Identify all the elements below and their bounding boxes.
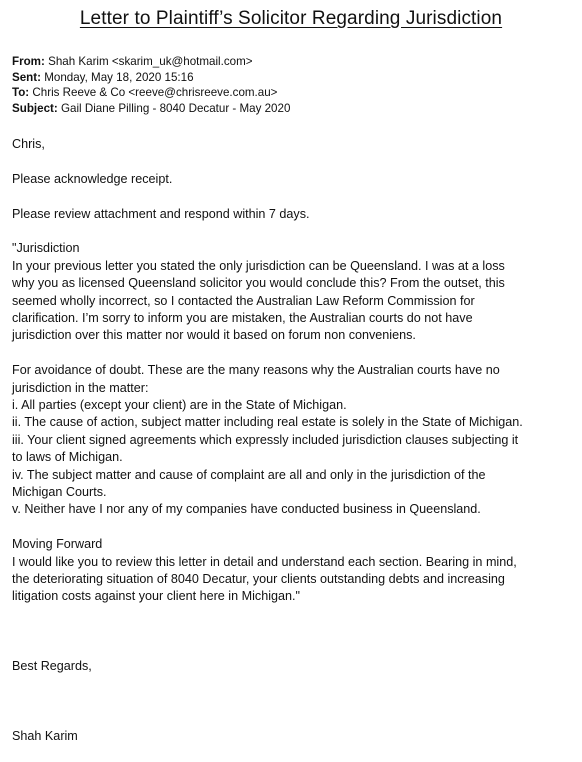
moving-forward-section (12, 536, 578, 606)
greeting: Chris, (12, 137, 45, 151)
moving-forward-heading: Moving Forward (12, 537, 103, 552)
jurisdiction-line: In your previous letter you stated the only jurisdiction can be Queensland. I was at a loss (12, 258, 505, 273)
jurisdiction-line: seemed wholly incorrect, so I contacted the Australian Law Reform Commission for (12, 293, 475, 308)
from-row (12, 54, 290, 70)
spacer (12, 623, 578, 658)
subject-label: Subject: (12, 101, 58, 115)
to-label: To: (12, 86, 30, 100)
sent-value: Monday, May 18, 2020 15:16 (44, 70, 194, 84)
jurisdiction-section (12, 240, 578, 344)
subject-value: Gail Diane Pilling - 8040 Decatur - May 2020 (60, 101, 291, 115)
jurisdiction-line: why you as licensed Queensland solicitor you would conclude this? From the outset, this (12, 276, 505, 291)
review-line: Please review attachment and respond within 7 days. (12, 206, 310, 221)
sent-row (12, 70, 290, 86)
reason-item: Michigan Courts. (12, 485, 107, 500)
closing: Best Regards, (12, 659, 92, 674)
reason-item: to laws of Michigan. (12, 450, 123, 465)
jurisdiction-heading: "Jurisdiction (12, 241, 80, 256)
subject-row (12, 101, 290, 117)
reason-item: i. All parties (except your client) are in the State of Michigan. (12, 398, 347, 413)
jurisdiction-line: clarification. I’m sorry to inform you are mistaken, the Australian courts do not have (12, 311, 473, 326)
reason-item: iii. Your client signed agreements which expressly included jurisdiction clauses subjecting it (12, 432, 519, 447)
avoidance-line: For avoidance of doubt. These are the many reasons why the Australian courts have no (12, 363, 500, 378)
from-value: Shah Karim <skarim_uk@hotmail.com> (48, 55, 253, 68)
moving-forward-line: the deteriorating situation of 8040 Decatur, your clients outstanding debts and increasing (12, 572, 505, 587)
moving-forward-line: I would like you to review this letter in detail and understand each section. Bearing in mind, (12, 554, 517, 569)
avoidance-section (12, 362, 578, 519)
acknowledge-line: Please acknowledge receipt. (12, 171, 173, 186)
letter-body (12, 136, 578, 762)
sent-label: Sent: (12, 70, 41, 84)
to-row (12, 85, 290, 101)
letter-title: Letter to Plaintiff’s Solicitor Regarding Jurisdiction (79, 8, 503, 29)
moving-forward-line: litigation costs against your client here in Michigan." (12, 589, 300, 604)
reason-item: ii. The cause of action, subject matter including real estate is solely in the State of Michigan. (12, 415, 523, 430)
signature: Shah Karim (12, 728, 78, 743)
reason-item: v. Neither have I nor any of my companies have conducted business in Queensland. (12, 502, 481, 517)
avoidance-line: jurisdiction in the matter: (12, 380, 149, 395)
from-label: From: (12, 55, 45, 68)
jurisdiction-line: jurisdiction over this matter nor would it based on forum non conveniens. (12, 328, 416, 343)
to-value: Chris Reeve & Co <reeve@chrisreeve.com.au> (32, 86, 278, 100)
reason-item: iv. The subject matter and cause of complaint are all and only in the jurisdiction of the (12, 467, 486, 482)
email-headers (12, 54, 290, 116)
spacer (12, 693, 578, 728)
